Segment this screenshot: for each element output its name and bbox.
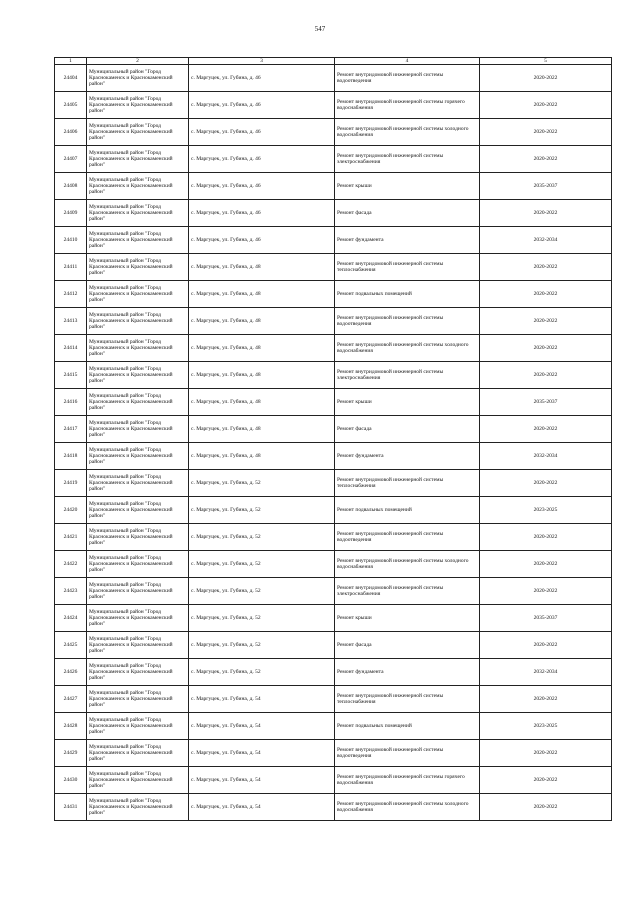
table-row [55,200,612,227]
period-cell: 2020-2022 [480,362,612,389]
table-row [55,119,612,146]
table-row [55,146,612,173]
municipality-cell: Муниципальный район "Город Краснокаменск и Краснокаменский район" [87,227,189,254]
row-number-cell: 24420 [55,497,87,524]
address-cell: с. Маргуцек, ул. Губина, д. 46 [189,119,335,146]
row-number-cell: 24406 [55,119,87,146]
row-number-cell: 24430 [55,767,87,794]
period-cell: 2023-2025 [480,497,612,524]
work-type-cell: Ремонт крыши [335,389,480,416]
row-number-cell: 24405 [55,92,87,119]
municipality-cell: Муниципальный район "Город Краснокаменск и Краснокаменский район" [87,281,189,308]
row-number-cell: 24424 [55,605,87,632]
period-cell: 2032-2034 [480,443,612,470]
address-cell: с. Маргуцек, ул. Губина, д. 52 [189,605,335,632]
work-type-cell: Ремонт фундамента [335,443,480,470]
table-row [55,254,612,281]
table-row [55,92,612,119]
period-cell: 2020-2022 [480,254,612,281]
address-cell: с. Маргуцек, ул. Губина, д. 54 [189,686,335,713]
table-row [55,659,612,686]
table-row [55,740,612,767]
period-cell: 2020-2022 [480,767,612,794]
address-cell: с. Маргуцек, ул. Губина, д. 48 [189,416,335,443]
period-cell: 2020-2022 [480,416,612,443]
period-cell: 2035-2037 [480,605,612,632]
work-type-cell: Ремонт фасада [335,200,480,227]
address-cell: с. Маргуцек, ул. Губина, д. 54 [189,713,335,740]
row-number-cell: 24426 [55,659,87,686]
municipality-cell: Муниципальный район "Город Краснокаменск и Краснокаменский район" [87,146,189,173]
row-number-cell: 24418 [55,443,87,470]
municipality-cell: Муниципальный район "Город Краснокаменск и Краснокаменский район" [87,173,189,200]
address-cell: с. Маргуцек, ул. Губина, д. 48 [189,281,335,308]
work-type-cell: Ремонт подвальных помещений [335,281,480,308]
row-number-cell: 24423 [55,578,87,605]
municipality-cell: Муниципальный район "Город Краснокаменск и Краснокаменский район" [87,497,189,524]
work-type-cell: Ремонт внутридомовой инженерной системы водоотведения [335,524,480,551]
municipality-cell: Муниципальный район "Город Краснокаменск и Краснокаменский район" [87,551,189,578]
table-row [55,713,612,740]
period-cell: 2020-2022 [480,551,612,578]
work-type-cell: Ремонт внутридомовой инженерной системы горячего водоснабжения [335,92,480,119]
work-type-cell: Ремонт внутридомовой инженерной системы холодного водоснабжения [335,335,480,362]
table-row [55,524,612,551]
address-cell: с. Маргуцек, ул. Губина, д. 46 [189,200,335,227]
table-row [55,632,612,659]
row-number-cell: 24414 [55,335,87,362]
address-cell: с. Маргуцек, ул. Губина, д. 48 [189,308,335,335]
row-number-cell: 24416 [55,389,87,416]
municipality-cell: Муниципальный район "Город Краснокаменск и Краснокаменский район" [87,578,189,605]
table-row [55,551,612,578]
period-cell: 2020-2022 [480,146,612,173]
row-number-cell: 24409 [55,200,87,227]
municipality-cell: Муниципальный район "Город Краснокаменск и Краснокаменский район" [87,362,189,389]
work-type-cell: Ремонт внутридомовой инженерной системы водоотведения [335,740,480,767]
work-type-cell: Ремонт внутридомовой инженерной системы теплоснабжения [335,470,480,497]
table-row [55,173,612,200]
period-cell: 2020-2022 [480,281,612,308]
column-number-row [55,58,612,65]
register-table [54,57,612,821]
table-row [55,767,612,794]
address-cell: с. Маргуцек, ул. Губина, д. 52 [189,551,335,578]
municipality-cell: Муниципальный район "Город Краснокаменск и Краснокаменский район" [87,713,189,740]
table-row [55,605,612,632]
row-number-cell: 24425 [55,632,87,659]
municipality-cell: Муниципальный район "Город Краснокаменск и Краснокаменский район" [87,335,189,362]
work-type-cell: Ремонт крыши [335,173,480,200]
address-cell: с. Маргуцек, ул. Губина, д. 54 [189,794,335,821]
work-type-cell: Ремонт внутридомовой инженерной системы электроснабжения [335,578,480,605]
row-number-cell: 24411 [55,254,87,281]
work-type-cell: Ремонт внутридомовой инженерной системы холодного водоснабжения [335,794,480,821]
table-row [55,362,612,389]
row-number-cell: 24429 [55,740,87,767]
period-cell: 2032-2034 [480,227,612,254]
address-cell: с. Маргуцек, ул. Губина, д. 46 [189,65,335,92]
address-cell: с. Маргуцек, ул. Губина, д. 48 [189,443,335,470]
municipality-cell: Муниципальный район "Город Краснокаменск и Краснокаменский район" [87,605,189,632]
address-cell: с. Маргуцек, ул. Губина, д. 48 [189,254,335,281]
municipality-cell: Муниципальный район "Город Краснокаменск и Краснокаменский район" [87,65,189,92]
address-cell: с. Маргуцек, ул. Губина, д. 52 [189,524,335,551]
table-row [55,308,612,335]
period-cell: 2020-2022 [480,65,612,92]
municipality-cell: Муниципальный район "Город Краснокаменск и Краснокаменский район" [87,254,189,281]
municipality-cell: Муниципальный район "Город Краснокаменск и Краснокаменский район" [87,659,189,686]
period-cell: 2020-2022 [480,794,612,821]
work-type-cell: Ремонт фундамента [335,659,480,686]
address-cell: с. Маргуцек, ул. Губина, д. 48 [189,362,335,389]
work-type-cell: Ремонт внутридомовой инженерной системы электроснабжения [335,146,480,173]
work-type-cell: Ремонт внутридомовой инженерной системы холодного водоснабжения [335,551,480,578]
work-type-cell: Ремонт внутридомовой инженерной системы горячего водоснабжения [335,767,480,794]
period-cell: 2020-2022 [480,92,612,119]
work-type-cell: Ремонт крыши [335,605,480,632]
period-cell: 2035-2037 [480,389,612,416]
period-cell: 2020-2022 [480,686,612,713]
work-type-cell: Ремонт внутридомовой инженерной системы водоотведения [335,308,480,335]
work-type-cell: Ремонт внутридомовой инженерной системы электроснабжения [335,362,480,389]
municipality-cell: Муниципальный район "Город Краснокаменск и Краснокаменский район" [87,470,189,497]
column-number: 2 [87,58,189,65]
table-row [55,389,612,416]
table-row [55,335,612,362]
municipality-cell: Муниципальный район "Город Краснокаменск и Краснокаменский район" [87,524,189,551]
address-cell: с. Маргуцек, ул. Губина, д. 46 [189,227,335,254]
row-number-cell: 24421 [55,524,87,551]
address-cell: с. Маргуцек, ул. Губина, д. 52 [189,659,335,686]
table-row [55,578,612,605]
address-cell: с. Маргуцек, ул. Губина, д. 52 [189,632,335,659]
table-row [55,65,612,92]
table-row [55,281,612,308]
period-cell: 2020-2022 [480,119,612,146]
row-number-cell: 24413 [55,308,87,335]
period-cell: 2020-2022 [480,200,612,227]
table-row [55,497,612,524]
column-number: 1 [55,58,87,65]
table-row [55,794,612,821]
municipality-cell: Муниципальный район "Город Краснокаменск и Краснокаменский район" [87,389,189,416]
municipality-cell: Муниципальный район "Город Краснокаменск и Краснокаменский район" [87,740,189,767]
municipality-cell: Муниципальный район "Город Краснокаменск и Краснокаменский район" [87,686,189,713]
period-cell: 2023-2025 [480,713,612,740]
table-row [55,686,612,713]
work-type-cell: Ремонт внутридомовой инженерной системы водоотведения [335,65,480,92]
address-cell: с. Маргуцек, ул. Губина, д. 48 [189,335,335,362]
period-cell: 2020-2022 [480,740,612,767]
period-cell: 2020-2022 [480,470,612,497]
municipality-cell: Муниципальный район "Город Краснокаменск и Краснокаменский район" [87,416,189,443]
column-number: 5 [480,58,612,65]
period-cell: 2020-2022 [480,524,612,551]
address-cell: с. Маргуцек, ул. Губина, д. 54 [189,767,335,794]
register-table-body [55,58,612,821]
row-number-cell: 24427 [55,686,87,713]
work-type-cell: Ремонт внутридомовой инженерной системы холодного водоснабжения [335,119,480,146]
row-number-cell: 24408 [55,173,87,200]
municipality-cell: Муниципальный район "Город Краснокаменск и Краснокаменский район" [87,119,189,146]
row-number-cell: 24417 [55,416,87,443]
work-type-cell: Ремонт внутридомовой инженерной системы теплоснабжения [335,254,480,281]
work-type-cell: Ремонт фасада [335,416,480,443]
row-number-cell: 24404 [55,65,87,92]
table-row [55,470,612,497]
table-row [55,416,612,443]
municipality-cell: Муниципальный район "Город Краснокаменск и Краснокаменский район" [87,92,189,119]
row-number-cell: 24412 [55,281,87,308]
table-row [55,443,612,470]
address-cell: с. Маргуцек, ул. Губина, д. 52 [189,578,335,605]
address-cell: с. Маргуцек, ул. Губина, д. 54 [189,740,335,767]
table-row [55,227,612,254]
period-cell: 2020-2022 [480,632,612,659]
row-number-cell: 24410 [55,227,87,254]
column-number: 4 [335,58,480,65]
municipality-cell: Муниципальный район "Город Краснокаменск и Краснокаменский район" [87,794,189,821]
address-cell: с. Маргуцек, ул. Губина, д. 46 [189,173,335,200]
period-cell: 2020-2022 [480,308,612,335]
municipality-cell: Муниципальный район "Город Краснокаменск и Краснокаменский район" [87,632,189,659]
row-number-cell: 24431 [55,794,87,821]
work-type-cell: Ремонт фасада [335,632,480,659]
municipality-cell: Муниципальный район "Город Краснокаменск и Краснокаменский район" [87,308,189,335]
address-cell: с. Маргуцек, ул. Губина, д. 52 [189,497,335,524]
address-cell: с. Маргуцек, ул. Губина, д. 46 [189,92,335,119]
municipality-cell: Муниципальный район "Город Краснокаменск и Краснокаменский район" [87,200,189,227]
row-number-cell: 24407 [55,146,87,173]
period-cell: 2020-2022 [480,578,612,605]
column-number: 3 [189,58,335,65]
address-cell: с. Маргуцек, ул. Губина, д. 48 [189,389,335,416]
period-cell: 2035-2037 [480,173,612,200]
address-cell: с. Маргуцек, ул. Губина, д. 52 [189,470,335,497]
row-number-cell: 24419 [55,470,87,497]
period-cell: 2020-2022 [480,335,612,362]
row-number-cell: 24422 [55,551,87,578]
work-type-cell: Ремонт подвальных помещений [335,497,480,524]
page-number: 547 [314,25,326,33]
period-cell: 2032-2034 [480,659,612,686]
work-type-cell: Ремонт подвальных помещений [335,713,480,740]
address-cell: с. Маргуцек, ул. Губина, д. 46 [189,146,335,173]
municipality-cell: Муниципальный район "Город Краснокаменск и Краснокаменский район" [87,767,189,794]
municipality-cell: Муниципальный район "Город Краснокаменск и Краснокаменский район" [87,443,189,470]
work-type-cell: Ремонт внутридомовой инженерной системы теплоснабжения [335,686,480,713]
row-number-cell: 24415 [55,362,87,389]
work-type-cell: Ремонт фундамента [335,227,480,254]
row-number-cell: 24428 [55,713,87,740]
